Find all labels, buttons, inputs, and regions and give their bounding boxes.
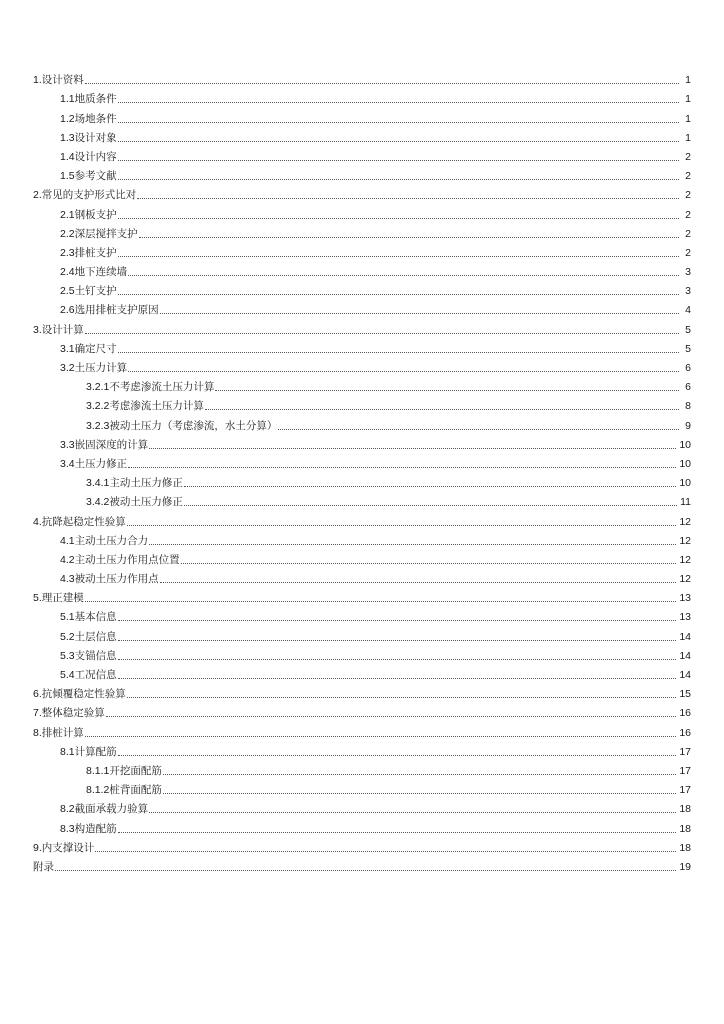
- toc-entry-title: 不考虑渗流土压力计算: [109, 381, 215, 394]
- toc-entry-title: 场地条件: [74, 112, 117, 125]
- toc-entry-number: 8.1: [60, 745, 75, 758]
- toc-entry[interactable]: [33, 432, 691, 451]
- toc-dot-leader: [118, 141, 679, 142]
- toc-entry[interactable]: [33, 336, 691, 355]
- toc-entry[interactable]: [33, 451, 691, 470]
- toc-entry[interactable]: [33, 355, 691, 374]
- toc-entry-page: 9: [685, 419, 691, 432]
- toc-entry[interactable]: [33, 604, 691, 623]
- toc-entry-page: 3: [685, 266, 691, 279]
- toc-entry-page: 16: [679, 726, 691, 739]
- toc-entry-title: 土压力修正: [74, 457, 128, 470]
- toc-entry-page: 16: [679, 707, 691, 720]
- toc-entry[interactable]: [33, 508, 691, 527]
- toc-entry-number: 8.1.1: [86, 764, 110, 777]
- toc-entry-page: 11: [680, 496, 691, 509]
- toc-entry-title: 设计资料: [41, 74, 84, 87]
- toc-entry-page: 2: [685, 150, 691, 163]
- toc-entry-number: 4.2: [60, 553, 75, 566]
- toc-dot-leader: [85, 83, 679, 84]
- toc-entry[interactable]: [33, 547, 691, 566]
- toc-dot-leader: [118, 102, 679, 103]
- toc-entry-page: 6: [685, 381, 691, 394]
- toc-entry-title: 常见的支护形式比对: [41, 189, 137, 202]
- toc-entry-number: 5.: [33, 592, 42, 605]
- toc-entry-page: 13: [679, 611, 691, 624]
- toc-entry[interactable]: [33, 201, 691, 220]
- toc-entry[interactable]: [33, 777, 691, 796]
- toc-entry-number: 1.4: [60, 150, 75, 163]
- toc-entry-page: 14: [679, 649, 691, 662]
- toc-dot-leader: [55, 870, 676, 871]
- toc-dot-leader: [128, 275, 679, 276]
- toc-entry[interactable]: [33, 585, 691, 604]
- toc-entry-title: 整体稳定验算: [41, 707, 105, 720]
- toc-entry[interactable]: [33, 86, 691, 105]
- toc-entry-number: 3.4: [60, 457, 75, 470]
- toc-dot-leader: [95, 851, 676, 852]
- toc-entry-page: 17: [679, 784, 691, 797]
- toc-entry-title: 开挖面配筋: [109, 764, 162, 777]
- toc-entry-number: 1.3: [60, 131, 75, 144]
- toc-entry[interactable]: [33, 105, 691, 124]
- toc-entry-page: 17: [679, 745, 691, 758]
- toc-dot-leader: [137, 198, 679, 199]
- toc-dot-leader: [118, 620, 677, 621]
- toc-dot-leader: [127, 697, 677, 698]
- toc-entry[interactable]: [33, 259, 691, 278]
- toc-entry[interactable]: [33, 758, 691, 777]
- toc-entry-title: 确定尺寸: [74, 342, 117, 355]
- toc-entry-title: 嵌固深度的计算: [74, 438, 149, 451]
- toc-dot-leader: [85, 333, 679, 334]
- table-of-contents: [33, 67, 691, 873]
- toc-entry-number: 2.1: [60, 208, 75, 221]
- toc-entry-title: 抗降起稳定性验算: [41, 515, 126, 528]
- toc-entry-page: 12: [679, 534, 691, 547]
- toc-dot-leader: [85, 736, 677, 737]
- toc-entry-page: 12: [679, 553, 691, 566]
- toc-entry-number: 3.2.2: [86, 400, 110, 413]
- toc-entry-page: 1: [685, 131, 691, 144]
- toc-entry-title: 设计内容: [74, 150, 117, 163]
- toc-entry[interactable]: [33, 393, 691, 412]
- toc-entry[interactable]: [33, 854, 691, 873]
- toc-entry-title: 内支撑设计: [41, 841, 95, 854]
- toc-dot-leader: [128, 467, 676, 468]
- toc-entry-number: 1.1: [60, 93, 75, 106]
- toc-entry-number: 8.1.2: [86, 784, 110, 797]
- toc-dot-leader: [118, 160, 679, 161]
- toc-entry[interactable]: [33, 125, 691, 144]
- toc-entry-number: 1.5: [60, 170, 75, 183]
- toc-entry-number: 3.4.1: [86, 477, 110, 490]
- toc-dot-leader: [139, 237, 679, 238]
- toc-entry[interactable]: [33, 297, 691, 316]
- toc-entry-title: 被动土压力修正: [109, 496, 183, 509]
- toc-entry-title: 参考文献: [74, 170, 117, 183]
- toc-dot-leader: [118, 352, 679, 353]
- toc-entry-page: 1: [685, 112, 691, 125]
- toc-entry[interactable]: [33, 144, 691, 163]
- toc-dot-leader: [278, 429, 679, 430]
- toc-entry-title: 截面承载力验算: [74, 803, 149, 816]
- toc-entry-page: 2: [685, 208, 691, 221]
- toc-entry-page: 1: [685, 93, 691, 106]
- toc-entry-page: 8: [685, 400, 691, 413]
- toc-entry-title: 主动土压力作用点位置: [74, 553, 180, 566]
- toc-entry-number: 5.2: [60, 630, 75, 643]
- toc-entry-number: 3.2.1: [86, 381, 110, 394]
- toc-dot-leader: [163, 793, 676, 794]
- toc-entry[interactable]: [33, 240, 691, 259]
- toc-entry[interactable]: [33, 489, 691, 508]
- toc-entry-page: 10: [679, 438, 691, 451]
- toc-dot-leader: [118, 294, 679, 295]
- toc-entry-number: 2.: [33, 189, 42, 202]
- toc-entry-title: 排桩支护: [74, 246, 117, 259]
- toc-entry-page: 5: [685, 342, 691, 355]
- toc-entry-title: 地质条件: [74, 93, 117, 106]
- toc-entry-number: 4.1: [60, 534, 75, 547]
- toc-entry[interactable]: [33, 796, 691, 815]
- toc-entry-title: 工况信息: [74, 669, 117, 681]
- toc-entry[interactable]: [33, 316, 691, 335]
- toc-dot-leader: [149, 544, 676, 545]
- toc-entry-page: 17: [679, 764, 691, 777]
- toc-entry-page: 5: [685, 323, 691, 336]
- toc-dot-leader: [181, 563, 677, 564]
- toc-entry-number: 5.1: [60, 611, 75, 624]
- toc-dot-leader: [128, 371, 679, 372]
- toc-entry[interactable]: [33, 623, 691, 642]
- toc-entry-page: 18: [679, 841, 691, 854]
- toc-entry[interactable]: [33, 374, 691, 393]
- toc-entry-title: 地下连续墙: [74, 266, 128, 279]
- toc-entry-page: 19: [679, 860, 691, 873]
- toc-entry-title: 被动土压力作用点: [74, 573, 159, 586]
- toc-entry-number: 3.2: [60, 362, 75, 374]
- toc-entry-title: 土钉支护: [74, 285, 117, 298]
- toc-entry-title: 排桩计算: [41, 726, 84, 739]
- toc-entry[interactable]: [33, 681, 691, 700]
- toc-entry-title: 主动土压力合力: [74, 534, 149, 547]
- toc-entry-number: 1.2: [60, 112, 75, 125]
- toc-entry-title: 构造配筋: [74, 822, 117, 835]
- toc-dot-leader: [184, 505, 677, 506]
- toc-dot-leader: [118, 122, 679, 123]
- toc-entry-page: 15: [679, 688, 691, 701]
- toc-entry-number: 3.2.3: [86, 419, 110, 432]
- toc-entry-number: 2.6: [60, 304, 75, 317]
- toc-entry-title: 选用排桩支护原因: [74, 304, 159, 317]
- toc-entry-title: 抗倾覆稳定性验算: [41, 688, 126, 701]
- toc-entry-title: 基本信息: [74, 611, 117, 624]
- toc-entry[interactable]: [33, 221, 691, 240]
- toc-entry-page: 2: [685, 246, 691, 259]
- toc-dot-leader: [205, 409, 679, 410]
- toc-entry-number: 2.3: [60, 246, 75, 259]
- toc-entry-page: 1: [685, 74, 691, 87]
- toc-entry-title: 主动土压力修正: [109, 477, 183, 490]
- toc-dot-leader: [85, 601, 677, 602]
- toc-entry[interactable]: [33, 566, 691, 585]
- toc-entry[interactable]: [33, 643, 691, 662]
- toc-entry-title: 附录: [33, 860, 54, 873]
- toc-dot-leader: [149, 812, 676, 813]
- toc-entry[interactable]: [33, 412, 691, 431]
- toc-entry[interactable]: [33, 700, 691, 719]
- toc-entry-page: 18: [679, 822, 691, 835]
- toc-entry[interactable]: [33, 662, 691, 681]
- toc-dot-leader: [160, 582, 677, 583]
- toc-entry-title: 桩背面配筋: [109, 784, 162, 797]
- toc-entry[interactable]: [33, 719, 691, 738]
- toc-entry-number: 2.2: [60, 227, 75, 240]
- toc-dot-leader: [184, 486, 676, 487]
- toc-entry-page: 4: [685, 304, 691, 317]
- toc-entry-number: 5.4: [60, 669, 75, 681]
- toc-entry-number: 3.4.2: [86, 496, 110, 509]
- toc-entry-page: 12: [679, 515, 691, 528]
- toc-dot-leader: [118, 640, 677, 641]
- toc-dot-leader: [160, 313, 679, 314]
- toc-entry-page: 14: [679, 669, 691, 681]
- toc-entry-page: 2: [685, 189, 691, 202]
- toc-entry-title: 钢板支护: [74, 208, 117, 221]
- toc-entry-page: 12: [679, 573, 691, 586]
- toc-entry-page: 14: [679, 630, 691, 643]
- toc-entry-number: 9.: [33, 841, 42, 854]
- toc-entry-number: 7.: [33, 707, 42, 720]
- toc-entry-page: 13: [679, 592, 691, 605]
- toc-entry-title: 考虑渗流土压力计算: [109, 400, 204, 413]
- toc-entry-title: 设计计算: [41, 323, 84, 336]
- toc-entry[interactable]: [33, 739, 691, 758]
- toc-dot-leader: [106, 716, 677, 717]
- toc-dot-leader: [118, 256, 679, 257]
- toc-entry-title: 理正建模: [41, 592, 84, 605]
- toc-entry-title: 深层搅拌支护: [74, 227, 138, 240]
- toc-entry-title: 土层信息: [74, 630, 117, 643]
- toc-entry-page: 10: [679, 477, 691, 490]
- toc-entry[interactable]: [33, 163, 691, 182]
- toc-dot-leader: [118, 659, 677, 660]
- toc-entry[interactable]: [33, 815, 691, 834]
- toc-entry-title: 土压力计算: [74, 362, 128, 374]
- toc-dot-leader: [149, 448, 676, 449]
- toc-entry-number: 3.3: [60, 438, 75, 451]
- toc-dot-leader: [127, 525, 677, 526]
- toc-entry-number: 6.: [33, 688, 42, 701]
- toc-entry-title: 计算配筋: [74, 745, 117, 758]
- toc-entry-number: 4.3: [60, 573, 75, 586]
- toc-entry[interactable]: [33, 528, 691, 547]
- toc-entry-number: 4.: [33, 515, 42, 528]
- toc-entry-number: 2.4: [60, 266, 75, 279]
- toc-entry-page: 2: [685, 227, 691, 240]
- toc-dot-leader: [118, 755, 677, 756]
- toc-dot-leader: [215, 390, 679, 391]
- toc-dot-leader: [163, 774, 676, 775]
- toc-entry-title: 被动土压力（考虑渗流，水土分算）: [109, 419, 278, 432]
- toc-entry-number: 8.2: [60, 803, 75, 816]
- toc-entry[interactable]: [33, 835, 691, 854]
- toc-entry-page: 6: [685, 362, 691, 374]
- toc-entry[interactable]: [33, 67, 691, 86]
- toc-entry-number: 3.1: [60, 342, 75, 355]
- toc-dot-leader: [118, 179, 679, 180]
- toc-entry[interactable]: [33, 470, 691, 489]
- toc-entry-page: 2: [685, 170, 691, 183]
- toc-dot-leader: [118, 678, 677, 679]
- toc-entry[interactable]: [33, 278, 691, 297]
- toc-entry-number: 3.: [33, 323, 42, 336]
- toc-entry-page: 10: [679, 457, 691, 470]
- toc-dot-leader: [118, 218, 679, 219]
- toc-entry-number: 5.3: [60, 649, 75, 662]
- toc-entry-number: 1.: [33, 74, 42, 87]
- toc-entry[interactable]: [33, 182, 691, 201]
- toc-entry-number: 2.5: [60, 285, 75, 298]
- toc-entry-number: 8.3: [60, 822, 75, 835]
- toc-entry-title: 支锚信息: [74, 649, 117, 662]
- toc-entry-title: 设计对象: [74, 131, 117, 144]
- toc-entry-number: 8.: [33, 726, 42, 739]
- toc-dot-leader: [118, 832, 677, 833]
- toc-entry-page: 3: [685, 285, 691, 298]
- toc-entry-page: 18: [679, 803, 691, 816]
